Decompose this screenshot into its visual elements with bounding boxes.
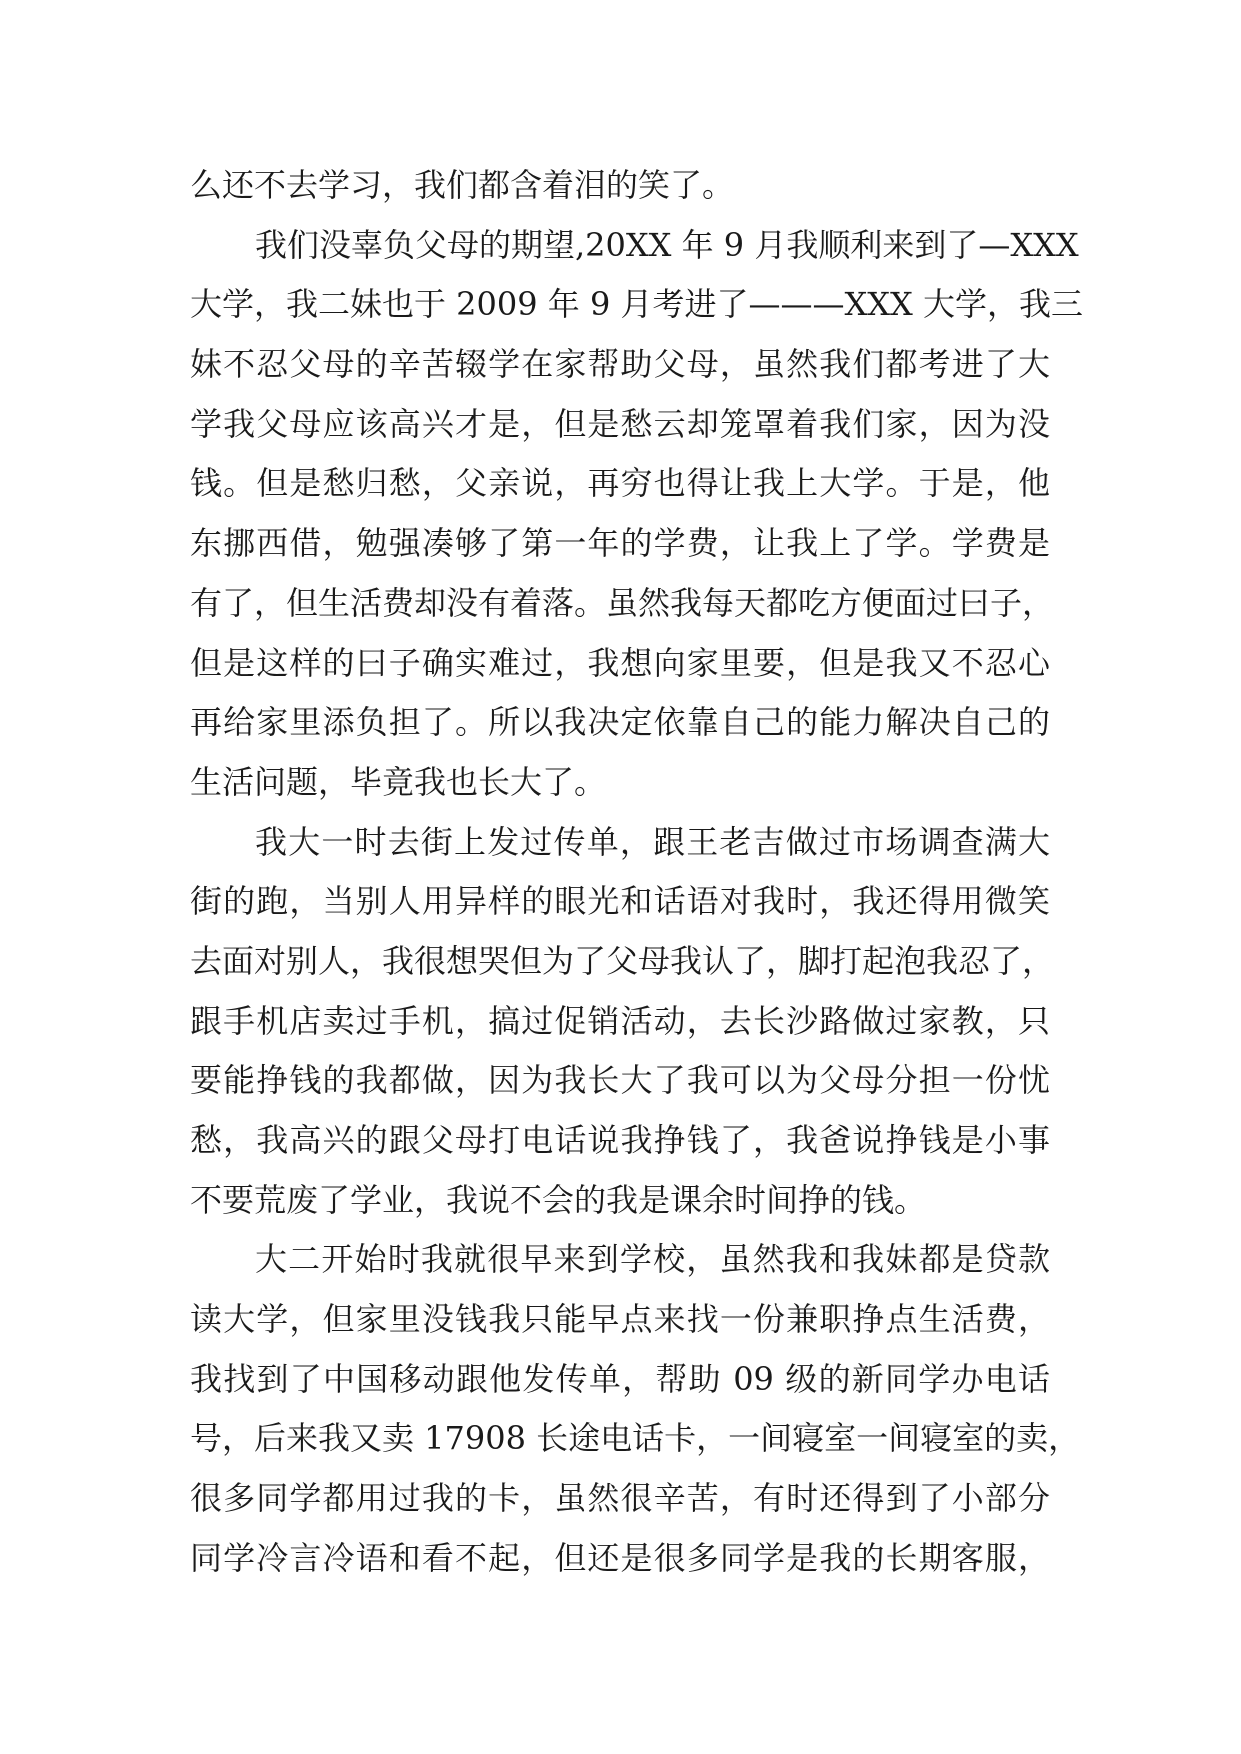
text-line: 跟手机店卖过手机，搞过促销活动，去长沙路做过家教，只 [190, 1001, 1050, 1040]
text-line: 读大学，但家里没钱我只能早点来找一份兼职挣点生活费， [190, 1300, 1050, 1339]
paragraph-first-line: 我大一时去街上发过传单，跟王老吉做过市场调查满大 [255, 822, 1050, 861]
text-line: 生活问题，毕竟我也长大了。 [190, 762, 607, 801]
paragraph-first-line: 大二开始时我就很早来到学校，虽然我和我妹都是贷款 [255, 1240, 1050, 1279]
text-line: 大学，我二妹也于 2009 年 9 月考进了———XXX 大学，我三 [190, 285, 1084, 324]
text-line: 不要荒废了学业，我说不会的我是课余时间挣的钱。 [190, 1180, 927, 1219]
text-line: 街的跑，当别人用异样的眼光和话语对我时，我还得用微笑 [190, 882, 1050, 921]
text-line: 但是这样的曰子确实难过，我想向家里要，但是我又不忍心 [190, 643, 1050, 682]
text-line: 东挪西借，勉强凑够了第一年的学费，让我上了学。学费是 [190, 524, 1050, 563]
text-line: 么还不去学习，我们都含着泪的笑了。 [190, 166, 735, 204]
text-line: 妹不忍父母的辛苦辍学在家帮助父母，虽然我们都考进了大 [190, 345, 1050, 384]
text-line: 学我父母应该高兴才是，但是愁云却笼罩着我们家，因为没 [190, 404, 1050, 443]
text-line: 我找到了中国移动跟他发传单，帮助 09 级的新同学办电话 [190, 1359, 1050, 1398]
document-body [190, 156, 1084, 1589]
text-line: 去面对别人，我很想哭但为了父母我认了，脚打起泡我忍了， [190, 941, 1055, 980]
text-line: 同学冷言冷语和看不起，但还是很多同学是我的长期客服， [190, 1538, 1050, 1577]
text-line: 有了，但生活费却没有着落。虽然我每天都吃方便面过曰子， [190, 583, 1055, 622]
text-line: 再给家里添负担了。所以我决定依靠自己的能力解决自己的 [190, 703, 1050, 742]
text-line: 号，后来我又卖 17908 长途电话卡，一间寝室一间寝室的卖， [190, 1419, 1081, 1458]
text-line: 钱。但是愁归愁，父亲说，再穷也得让我上大学。于是，他 [190, 464, 1050, 503]
text-line: 愁，我高兴的跟父母打电话说我挣钱了，我爸说挣钱是小事 [190, 1121, 1050, 1159]
text-line: 要能挣钱的我都做，因为我长大了我可以为父母分担一份忧 [190, 1061, 1050, 1100]
paragraph-first-line: 我们没辜负父母的期望,20XX 年 9 月我顺利来到了—XXX [255, 225, 1079, 264]
text-line: 很多同学都用过我的卡，虽然很辛苦，有时还得到了小部分 [190, 1479, 1050, 1518]
